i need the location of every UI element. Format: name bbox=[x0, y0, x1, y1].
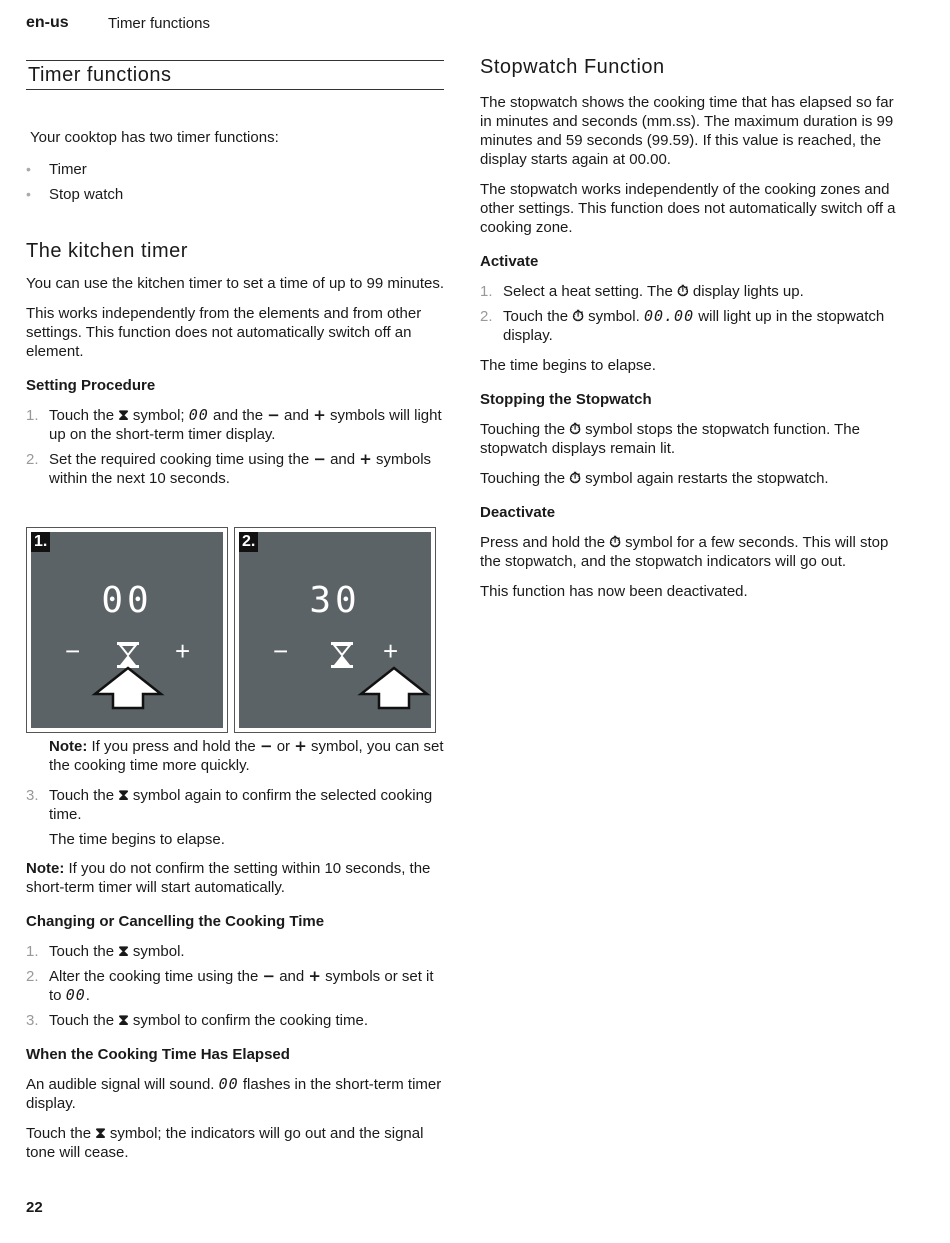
deactivate-paragraph: This function has now been deactivated. bbox=[480, 583, 748, 600]
activate-heading: Activate bbox=[480, 253, 539, 270]
minus-icon: − bbox=[262, 967, 276, 985]
right-column bbox=[480, 56, 900, 601]
step-note: The time begins to elapse. bbox=[49, 831, 225, 848]
stopwatch-heading: Stopwatch Function bbox=[480, 56, 665, 78]
changing-steps bbox=[26, 942, 444, 1030]
deactivate-heading: Deactivate bbox=[480, 504, 556, 521]
lcd-digits: 00 bbox=[65, 986, 86, 1004]
activate-result: The time begins to elapse. bbox=[480, 357, 656, 374]
note: Note: If you do not confirm the setting within 10 seconds, the short-term timer will start automatically. bbox=[26, 860, 431, 896]
stopwatch-icon: ⏱ bbox=[677, 282, 689, 300]
lcd-digits: 00 bbox=[218, 1075, 239, 1093]
pointer-arrow bbox=[361, 668, 427, 708]
kitchen-timer-paragraph: This works independently from the elements and from other settings. This function does not automatically switch off an element. bbox=[26, 305, 422, 360]
plus-icon: + bbox=[359, 450, 372, 468]
deactivate-paragraph: Press and hold the ⏱ symbol for a few seconds. This will stop the stopwatch, and the stopwatch indicators will go out. bbox=[480, 533, 889, 570]
page-number: 22 bbox=[26, 1199, 43, 1216]
note: Note: If you press and hold the − or + symbol, you can set the cooking time more quickly. bbox=[49, 737, 444, 774]
list-item: 3. Touch the ⧗ symbol to confirm the cooking time. bbox=[26, 1011, 369, 1029]
hourglass-icon: ⧗ bbox=[118, 406, 129, 424]
minus-icon: − bbox=[313, 450, 326, 468]
activate-steps bbox=[480, 282, 900, 345]
section-title: Timer functions bbox=[26, 60, 444, 90]
list-item: 3. Touch the ⧗ symbol again to confirm the selected cooking time. bbox=[26, 786, 433, 823]
lcd-digits: 00 bbox=[188, 406, 209, 424]
stopping-heading: Stopping the Stopwatch bbox=[480, 391, 652, 408]
plus-icon: + bbox=[294, 737, 307, 755]
list-item: 1. Touch the ⧗ symbol. bbox=[26, 942, 185, 960]
stopwatch-icon: ⏱ bbox=[572, 307, 584, 325]
stopwatch-icon: ⏱ bbox=[569, 420, 581, 438]
control-panel-step-2 bbox=[234, 527, 436, 733]
plus-icon: + bbox=[175, 636, 191, 666]
list-item: 1. Select a heat setting. The ⏱ display lights up. bbox=[480, 282, 804, 300]
hourglass-icon: ⧗ bbox=[118, 942, 129, 960]
hourglass-icon: ⧗ bbox=[118, 786, 129, 804]
control-panel-step-1 bbox=[26, 527, 228, 733]
minus-icon: − bbox=[273, 636, 289, 666]
timer-functions-list bbox=[26, 160, 444, 204]
list-item: 1. Touch the ⧗ symbol; 00 and the − and + symbols will light up on the short-term timer display. bbox=[26, 406, 442, 443]
hourglass-icon: ⧗ bbox=[95, 1124, 106, 1142]
list-item: 2. Alter the cooking time using the − and + symbols or set it to 00. bbox=[26, 967, 434, 1004]
minus-icon: − bbox=[65, 636, 81, 666]
setting-steps bbox=[26, 406, 444, 488]
timer-display: 30 bbox=[309, 580, 361, 621]
language-code: en-us bbox=[26, 14, 69, 31]
left-column-continued bbox=[26, 737, 444, 1162]
intro-text: Your cooktop has two timer functions: bbox=[30, 129, 279, 146]
minus-icon: − bbox=[267, 406, 280, 424]
left-column bbox=[26, 60, 444, 488]
minus-icon: − bbox=[259, 737, 273, 755]
setting-steps-continued bbox=[26, 786, 444, 824]
list-item: • Timer bbox=[26, 160, 444, 179]
kitchen-timer-paragraph: You can use the kitchen timer to set a time of up to 99 minutes. bbox=[26, 275, 445, 292]
hourglass-arrow-graphic bbox=[239, 532, 431, 728]
step-badge: 2. bbox=[239, 532, 258, 552]
list-item: • Stop watch bbox=[26, 185, 444, 204]
lcd-digits: 00.00 bbox=[643, 307, 695, 325]
stopwatch-icon: ⏱ bbox=[569, 469, 581, 487]
page-header bbox=[26, 14, 210, 32]
setting-procedure-heading: Setting Procedure bbox=[26, 377, 156, 394]
pointer-arrow bbox=[95, 668, 161, 708]
list-item: 2. Set the required cooking time using the − and + symbols within the next 10 seconds. bbox=[26, 450, 432, 487]
stopping-paragraph: Touching the ⏱ symbol again restarts the stopwatch. bbox=[480, 469, 829, 487]
plus-icon: + bbox=[308, 967, 321, 985]
stopping-paragraph: Touching the ⏱ symbol stops the stopwatch function. The stopwatch displays remain lit. bbox=[480, 420, 860, 457]
hourglass-icon: ⧗ bbox=[118, 1011, 129, 1029]
stopwatch-paragraph: The stopwatch shows the cooking time that has elapsed so far in minutes and seconds (mm.ss). The maximum duration is 99 minutes and 59 seconds (99.59). If this value is reached, the display starts again at 00.00. bbox=[480, 94, 894, 168]
elapsed-heading: When the Cooking Time Has Elapsed bbox=[26, 1046, 290, 1063]
elapsed-paragraph: An audible signal will sound. 00 flashes in the short-term timer display. bbox=[26, 1075, 442, 1112]
stopwatch-icon: ⏱ bbox=[609, 533, 621, 551]
header-section-title: Timer functions bbox=[108, 15, 210, 32]
stopwatch-paragraph: The stopwatch works independently of the cooking zones and other settings. This function does not automatically switch off a cooking zone. bbox=[480, 181, 896, 236]
kitchen-timer-heading: The kitchen timer bbox=[26, 240, 188, 262]
step-badge: 1. bbox=[31, 532, 50, 552]
timer-display: 00 bbox=[101, 580, 153, 621]
plus-icon: + bbox=[383, 636, 399, 666]
hourglass-icon bbox=[117, 642, 139, 668]
hourglass-arrow-graphic bbox=[31, 532, 223, 728]
hourglass-icon bbox=[331, 642, 353, 668]
plus-icon: + bbox=[313, 406, 326, 424]
elapsed-paragraph: Touch the ⧗ symbol; the indicators will go out and the signal tone will cease. bbox=[26, 1124, 424, 1161]
changing-heading: Changing or Cancelling the Cooking Time bbox=[26, 913, 325, 930]
list-item: 2. Touch the ⏱ symbol. 00.00 will light up in the stopwatch display. bbox=[480, 307, 885, 344]
